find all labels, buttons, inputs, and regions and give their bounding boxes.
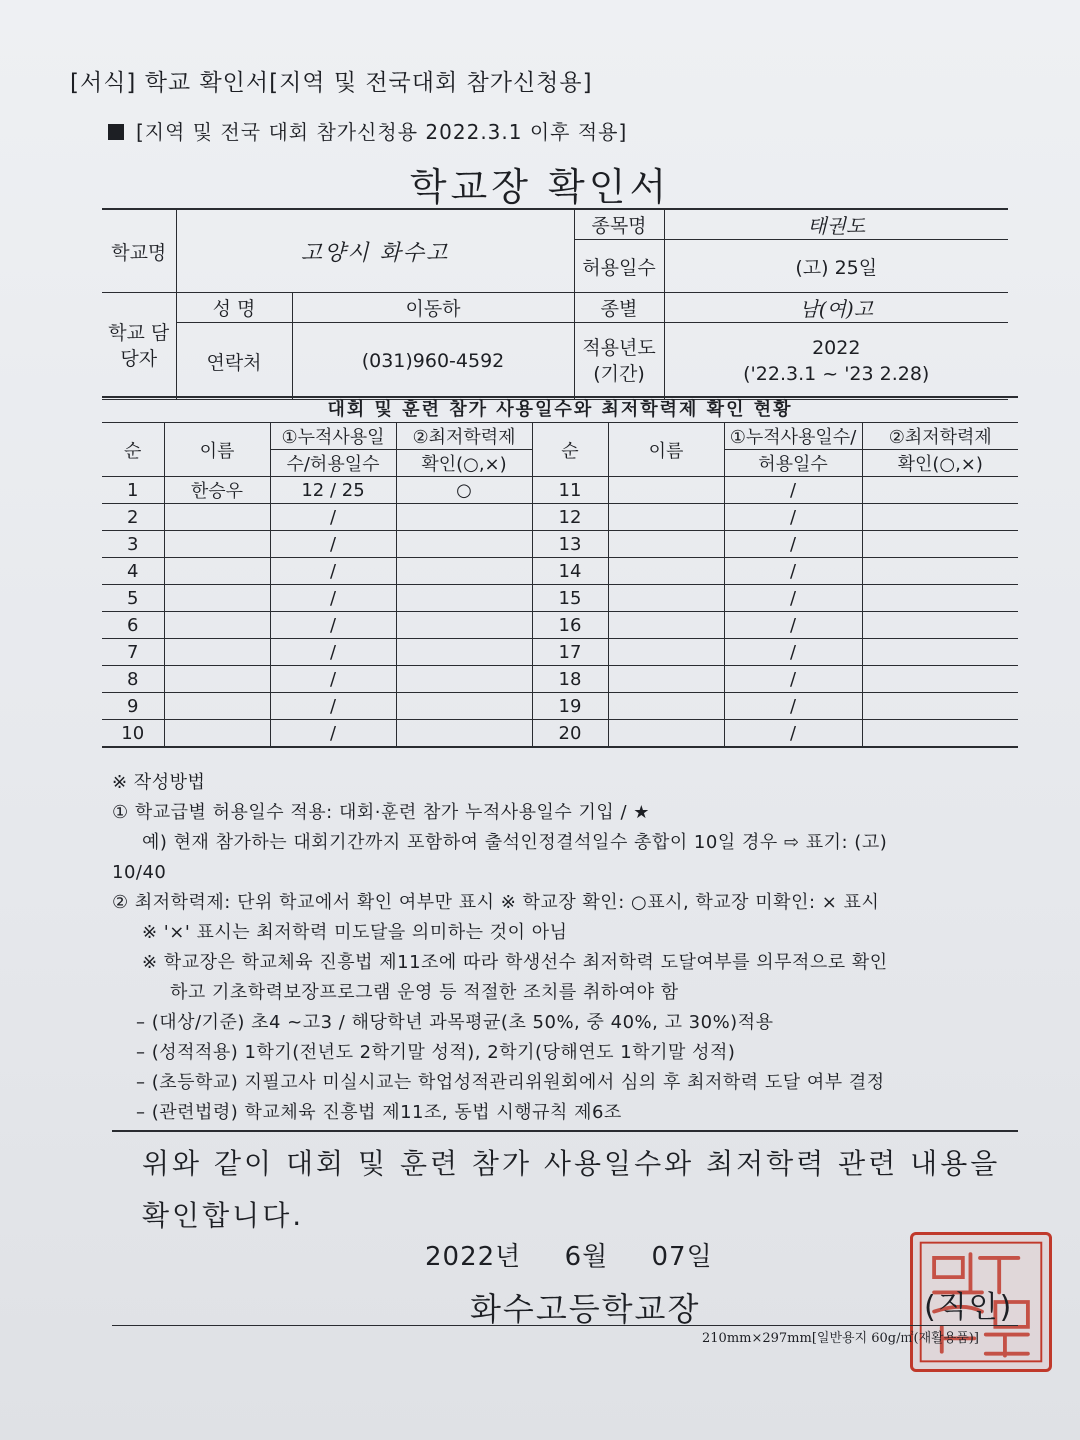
row-check [396,585,532,612]
col-check-right-1: ②최저학력제 [862,423,1018,450]
table-row [102,720,1018,748]
period-value: ('22.3.1 ~ '23 2.28) [743,363,930,385]
row-check-right [862,585,1018,612]
notes-heading: ※ 작성방법 [112,772,206,793]
square-bullet-icon [108,124,124,140]
col-no-right: 순 [532,423,608,477]
table-row [102,531,1018,558]
paper-spec: 210mm×297mm[일반용지 60g/㎡(재활용품)] [702,1331,979,1346]
row-check [396,504,532,531]
row-check-right [862,504,1018,531]
confirm-line-1: 위와 같이 대회 및 훈련 참가 사용일수와 최저학력 관련 내용을 [142,1147,1001,1180]
row-name-right [608,585,724,612]
note-line: ② 최저학력제: 단위 학교에서 확인 여부만 표시 ※ 학교장 확인: ○표시, 학교장 미확인: × 표시 [112,892,880,913]
row-days: / [270,531,396,558]
date-day: 07일 [651,1242,713,1272]
row-days: / [270,558,396,585]
row-no: 10 [102,720,164,748]
row-check [396,666,532,693]
note-line: 10/40 [112,862,167,883]
row-check: ○ [396,477,532,504]
row-check-right [862,666,1018,693]
table-row [102,504,1018,531]
row-days: / [270,585,396,612]
row-no-right: 16 [532,612,608,639]
col-name: 이름 [164,423,270,477]
row-days-right: / [724,612,862,639]
table-row [102,612,1018,639]
row-days-right: / [724,504,862,531]
row-check-right [862,639,1018,666]
table-row [102,477,1018,504]
row-days: / [270,720,396,748]
table-row [102,693,1018,720]
row-check-right [862,693,1018,720]
row-days-right: / [724,585,862,612]
row-check-right [862,720,1018,748]
row-check [396,531,532,558]
row-days: / [270,504,396,531]
confirm-line-2: 확인합니다. [142,1199,305,1232]
note-line: – (관련법령) 학교체육 진흥법 제11조, 동법 시행규칙 제6조 [136,1102,622,1123]
col-days-1: ①누적사용일 [270,423,396,450]
row-no-right: 15 [532,585,608,612]
row-check-right [862,558,1018,585]
row-check [396,693,532,720]
period-label: (기간) [593,363,645,385]
row-name [164,720,270,748]
note-line: ① 학교급별 허용일수 적용: 대회·훈련 참가 누적사용일수 기입 / ★ [112,802,650,823]
row-no: 6 [102,612,164,639]
col-days-right-1: ①누적사용일수/ [724,423,862,450]
confirmation-text [142,1138,1000,1242]
row-days-right: / [724,666,862,693]
row-days: / [270,639,396,666]
row-days-right: / [724,639,862,666]
form-subheader [108,116,627,145]
note-line: 예) 현재 참가하는 대회기간까지 포함하여 출석인정결석일수 총합이 10일 경우 ⇨ 표기: (고) [142,832,888,853]
row-check [396,639,532,666]
row-no-right: 14 [532,558,608,585]
row-check [396,558,532,585]
row-name-right [608,639,724,666]
row-no: 1 [102,477,164,504]
row-days-right: / [724,477,862,504]
row-days-right: / [724,558,862,585]
school-value: 고양시 화수고 [176,209,574,293]
gender-label: 종별 [574,293,664,323]
row-days-right: / [724,693,862,720]
year-value-cell [664,323,1008,400]
row-name-right [608,504,724,531]
row-name-right [608,720,724,748]
row-name: 한승우 [164,477,270,504]
col-name-right: 이름 [608,423,724,477]
allowed-value: (고) 25일 [664,240,1008,293]
row-name-right [608,558,724,585]
row-no-right: 18 [532,666,608,693]
note-line: – (초등학교) 지필고사 미실시교는 학업성적관리위원회에서 심의 후 최저학력 도달 여부 결정 [136,1072,885,1093]
year-label-cell [574,323,664,400]
row-name-right [608,693,724,720]
row-days: / [270,666,396,693]
name-value: 이동하 [292,293,574,323]
col-days-2: 수/허용일수 [270,450,396,477]
row-name [164,531,270,558]
row-check [396,612,532,639]
table-row [102,666,1018,693]
row-name [164,612,270,639]
row-no-right: 19 [532,693,608,720]
date-year: 2022년 [425,1242,522,1272]
row-days-right: / [724,720,862,748]
row-name [164,666,270,693]
row-no: 5 [102,585,164,612]
school-label: 학교명 [102,209,176,293]
year-label: 적용년도 [582,337,656,359]
stamp-text: (직인) [924,1290,1014,1325]
row-days: / [270,693,396,720]
footer-divider [112,1325,1018,1326]
divider [112,1130,1018,1132]
row-no-right: 17 [532,639,608,666]
row-no: 7 [102,639,164,666]
row-no-right: 13 [532,531,608,558]
principal-name: 화수고등학교장 [470,1290,701,1328]
col-check-right-2: 확인(○,×) [862,450,1018,477]
roster-body [102,477,1018,748]
col-check-2: 확인(○,×) [396,450,532,477]
col-check-1: ②최저학력제 [396,423,532,450]
sport-label: 종목명 [574,209,664,240]
manager-label: 학교 담당자 [102,293,176,400]
page-title: 학교장 확인서 [409,165,671,209]
table-row [102,639,1018,666]
row-no: 2 [102,504,164,531]
row-name [164,558,270,585]
row-no-right: 12 [532,504,608,531]
table-row [102,558,1018,585]
row-check [396,720,532,748]
table-row [102,585,1018,612]
allowed-label: 허용일수 [574,240,664,293]
instructions [112,768,888,1128]
info-table [102,208,1008,400]
row-name-right [608,612,724,639]
row-name [164,639,270,666]
roster-header-row [102,423,1018,450]
row-no: 9 [102,693,164,720]
year-value: 2022 [812,337,861,359]
row-days-right: / [724,531,862,558]
row-name [164,585,270,612]
name-label: 성 명 [176,293,292,323]
contact-label: 연락처 [176,323,292,400]
note-line: 하고 기초학력보장프로그램 운영 등 적절한 조치를 취하여야 함 [170,982,679,1003]
col-no: 순 [102,423,164,477]
row-no: 3 [102,531,164,558]
row-name-right [608,477,724,504]
form-header: [서식] 학교 확인서[지역 및 전국대회 참가신청용] [70,70,593,96]
note-line: – (성적적용) 1학기(전년도 2학기말 성적), 2학기(당해연도 1학기말 성적) [136,1042,736,1063]
note-line: – (대상/기준) 초4 ~고3 / 해당학년 과목평균(초 50%, 중 40%, 고 30%)적용 [136,1012,774,1033]
row-check-right [862,531,1018,558]
roster-table [102,422,1018,748]
row-name [164,504,270,531]
note-line: ※ 학교장은 학교체육 진흥법 제11조에 따라 학생선수 최저학력 도달여부를 의무적으로 확인 [142,952,888,973]
row-no-right: 20 [532,720,608,748]
contact-value: (031)960-4592 [292,323,574,400]
row-days: 12 / 25 [270,477,396,504]
date-month: 6월 [564,1242,609,1272]
row-no: 8 [102,666,164,693]
subheader-text: [지역 및 전국 대회 참가신청용 2022.3.1 이후 적용] [136,120,628,144]
row-days: / [270,612,396,639]
signing-date [425,1236,747,1273]
row-check-right [862,477,1018,504]
row-no: 4 [102,558,164,585]
row-name [164,693,270,720]
sport-value: 태권도 [664,209,1008,240]
row-no-right: 11 [532,477,608,504]
roster-title: 대회 및 훈련 참가 사용일수와 최저학력제 확인 현황 [102,396,1018,423]
row-name-right [608,666,724,693]
col-days-right-2: 허용일수 [724,450,862,477]
row-name-right [608,531,724,558]
gender-value: 남(여)고 [664,293,1008,323]
note-line: ※ '×' 표시는 최저학력 미도달을 의미하는 것이 아님 [142,922,568,943]
row-check-right [862,612,1018,639]
